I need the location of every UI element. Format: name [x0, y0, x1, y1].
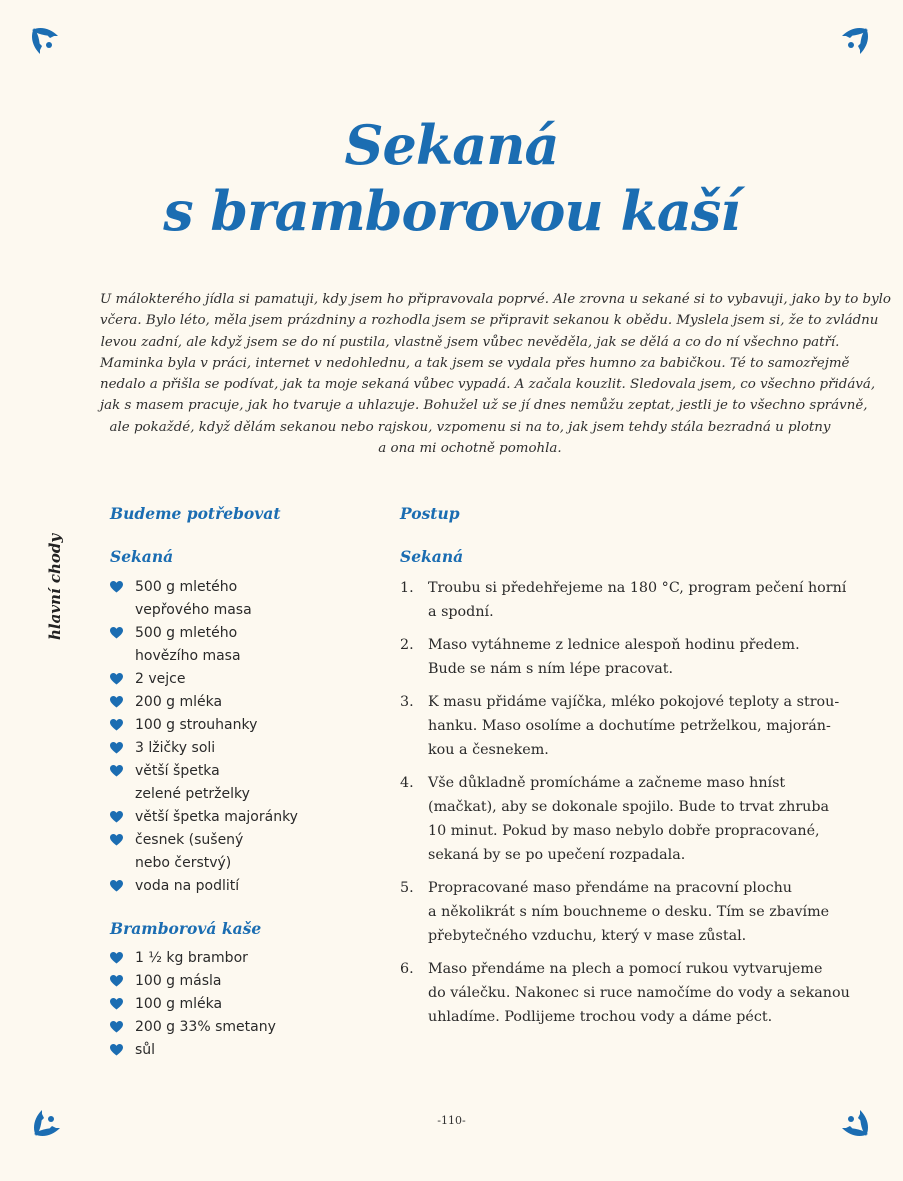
- kase-ingredients-heading: Bramborová kaše: [110, 919, 262, 938]
- ingredient-text: voda na podlití: [135, 878, 240, 894]
- title-line: s bramborovou kaší: [163, 179, 740, 243]
- ingredient-text: 100 g strouhanky: [135, 717, 258, 733]
- step-number: 2.: [400, 637, 414, 653]
- intro-line: nedalo a přišla se podívat, jak ta moje sekaná vůbec vypadá. A začala kouzlit. Sledovala jsem, co všechno přidává,: [100, 377, 876, 393]
- page-number: -110-: [437, 1114, 466, 1127]
- heart-icon: [110, 975, 123, 987]
- method-steps-list: [400, 576, 850, 1038]
- ingredients-heading: Budeme potřebovat: [110, 504, 281, 523]
- heart-icon: [110, 742, 123, 754]
- step-text: Troubu si předehřejeme na 180 °C, program pečení horní: [428, 580, 847, 596]
- ingredient-item: [110, 691, 370, 714]
- step-text: uhladíme. Podlijeme trochou vody a dáme péct.: [428, 1009, 773, 1025]
- ingredient-item: [110, 1039, 370, 1062]
- leaf-ornament-icon: [28, 24, 64, 60]
- heart-icon: [110, 952, 123, 964]
- step-text: (mačkat), aby se dokonale spojilo. Bude to trvat zhruba: [428, 799, 830, 815]
- method-step: [400, 576, 847, 624]
- step-text: Propracované maso přendáme na pracovní plochu: [428, 880, 793, 896]
- section-side-label: hlavní chody: [46, 533, 64, 640]
- step-text: Maso přendáme na plech a pomocí rukou vytvarujeme: [428, 961, 823, 977]
- method-step: [400, 633, 840, 681]
- method-step: [400, 876, 840, 948]
- heart-icon: [110, 673, 123, 685]
- intro-line: Maminka byla v práci, internet v nedohlednu, a tak jsem se vydala přes humno za babičkou. Té to samozřejmě: [100, 355, 850, 371]
- ingredient-text: 2 vejce: [135, 671, 186, 687]
- ingredient-item: [110, 829, 370, 875]
- step-text: sekaná by se po upečení rozpadala.: [428, 847, 686, 863]
- sekana-ingredients-heading: Sekaná: [110, 547, 174, 566]
- ingredient-text: sůl: [135, 1042, 156, 1058]
- step-number: 4.: [400, 775, 414, 791]
- ingredient-text: 1 ½ kg brambor: [135, 950, 248, 966]
- leaf-ornament-icon: [836, 24, 872, 60]
- step-number: 1.: [400, 580, 414, 596]
- heart-icon: [110, 696, 123, 708]
- heart-icon: [110, 1021, 123, 1033]
- ingredient-text: nebo čerstvý): [135, 855, 232, 871]
- ingredient-item: [110, 714, 370, 737]
- ingredient-item: [110, 622, 370, 668]
- method-heading: Postup: [400, 504, 460, 523]
- ingredient-text: 200 g 33% smetany: [135, 1019, 276, 1035]
- intro-line: jak s masem pracuje, jak ho tvaruje a uhlazuje. Bohužel už se jí dnes nemůžu zeptat, jestli je to všechno správně,: [100, 398, 868, 414]
- step-text: hanku. Maso osolíme a dochutíme petrželkou, majorán-: [428, 718, 831, 734]
- heart-icon: [110, 834, 123, 846]
- step-text: K masu přidáme vajíčka, mléko pokojové teploty a strou-: [428, 694, 840, 710]
- heart-icon: [110, 627, 123, 639]
- step-text: kou a česnekem.: [428, 742, 549, 758]
- ingredient-item: [110, 1016, 370, 1039]
- title-line: Sekaná: [344, 113, 559, 177]
- method-step: [400, 690, 840, 762]
- ingredient-item: [110, 737, 370, 760]
- ingredient-item: [110, 875, 370, 898]
- step-text: a několikrát s ním bouchneme o desku. Tím se zbavíme: [428, 904, 830, 920]
- heart-icon: [110, 880, 123, 892]
- ingredient-item: [110, 668, 370, 691]
- heart-icon: [110, 719, 123, 731]
- ingredient-text: 100 g másla: [135, 973, 222, 989]
- step-number: 6.: [400, 961, 414, 977]
- ingredient-item: [110, 947, 370, 970]
- ingredient-text: 500 g mletého: [135, 625, 238, 641]
- kase-ingredients-list: [110, 947, 370, 1062]
- heart-icon: [110, 765, 123, 777]
- ingredient-text: větší špetka majoránky: [135, 809, 298, 825]
- intro-line: včera. Bylo léto, měla jsem prázdniny a rozhodla jsem se připravit sekanou k obědu. Myslela jsem si, že to zvládnu: [100, 313, 879, 329]
- method-subheading: Sekaná: [400, 547, 464, 566]
- ingredient-text: větší špetka: [135, 763, 220, 779]
- heart-icon: [110, 1044, 123, 1056]
- ingredient-text: hovězího masa: [135, 648, 241, 664]
- step-text: do válečku. Nakonec si ruce namočíme do vody a sekanou: [428, 985, 850, 1001]
- ingredient-item: [110, 993, 370, 1016]
- step-number: 5.: [400, 880, 414, 896]
- step-text: Bude se nám s ním lépe pracovat.: [428, 661, 674, 677]
- ingredient-item: [110, 970, 370, 993]
- step-text: Vše důkladně promícháme a začneme maso hníst: [428, 775, 786, 791]
- ingredient-text: 100 g mléka: [135, 996, 223, 1012]
- step-text: Maso vytáhneme z lednice alespoň hodinu předem.: [428, 637, 800, 653]
- ingredient-text: česnek (sušený: [135, 832, 244, 848]
- intro-line: a ona mi ochotně pomohla.: [378, 441, 562, 457]
- ingredient-text: 500 g mletého: [135, 579, 238, 595]
- ingredient-item: [110, 806, 370, 829]
- ingredient-item: [110, 576, 370, 622]
- heart-icon: [110, 998, 123, 1010]
- method-step: [400, 771, 840, 867]
- heart-icon: [110, 811, 123, 823]
- heart-icon: [110, 581, 123, 593]
- ingredient-text: 3 lžičky soli: [135, 740, 216, 756]
- intro-line: U málokterého jídla si pamatuji, kdy jsem ho připravovala poprvé. Ale zrovna u sekané si to vybavuji, jako by to bylo: [100, 292, 891, 307]
- intro-line: levou zadní, ale když jsem se do ní pustila, vlastně jsem vůbec nevěděla, jak se dělá a co do ní všechno patří.: [100, 334, 840, 350]
- ingredient-text: vepřového masa: [135, 602, 252, 618]
- step-text: přebytečného vzduchu, který v mase zůstal.: [428, 928, 747, 944]
- step-text: 10 minut. Pokud by maso nebylo dobře propracované,: [428, 823, 820, 839]
- ingredient-item: [110, 760, 370, 806]
- step-number: 3.: [400, 694, 414, 710]
- ingredient-text: zelené petrželky: [135, 786, 250, 802]
- step-text: a spodní.: [428, 604, 494, 620]
- sekana-ingredients-list: [110, 576, 370, 898]
- page-title: [0, 112, 903, 244]
- intro-paragraph: [100, 289, 891, 459]
- method-step: [400, 957, 850, 1029]
- intro-line: ale pokaždé, když dělám sekanou nebo rajskou, vzpomenu si na to, jak jsem tehdy stála bezradná u plotny: [109, 419, 831, 435]
- ingredient-text: 200 g mléka: [135, 694, 223, 710]
